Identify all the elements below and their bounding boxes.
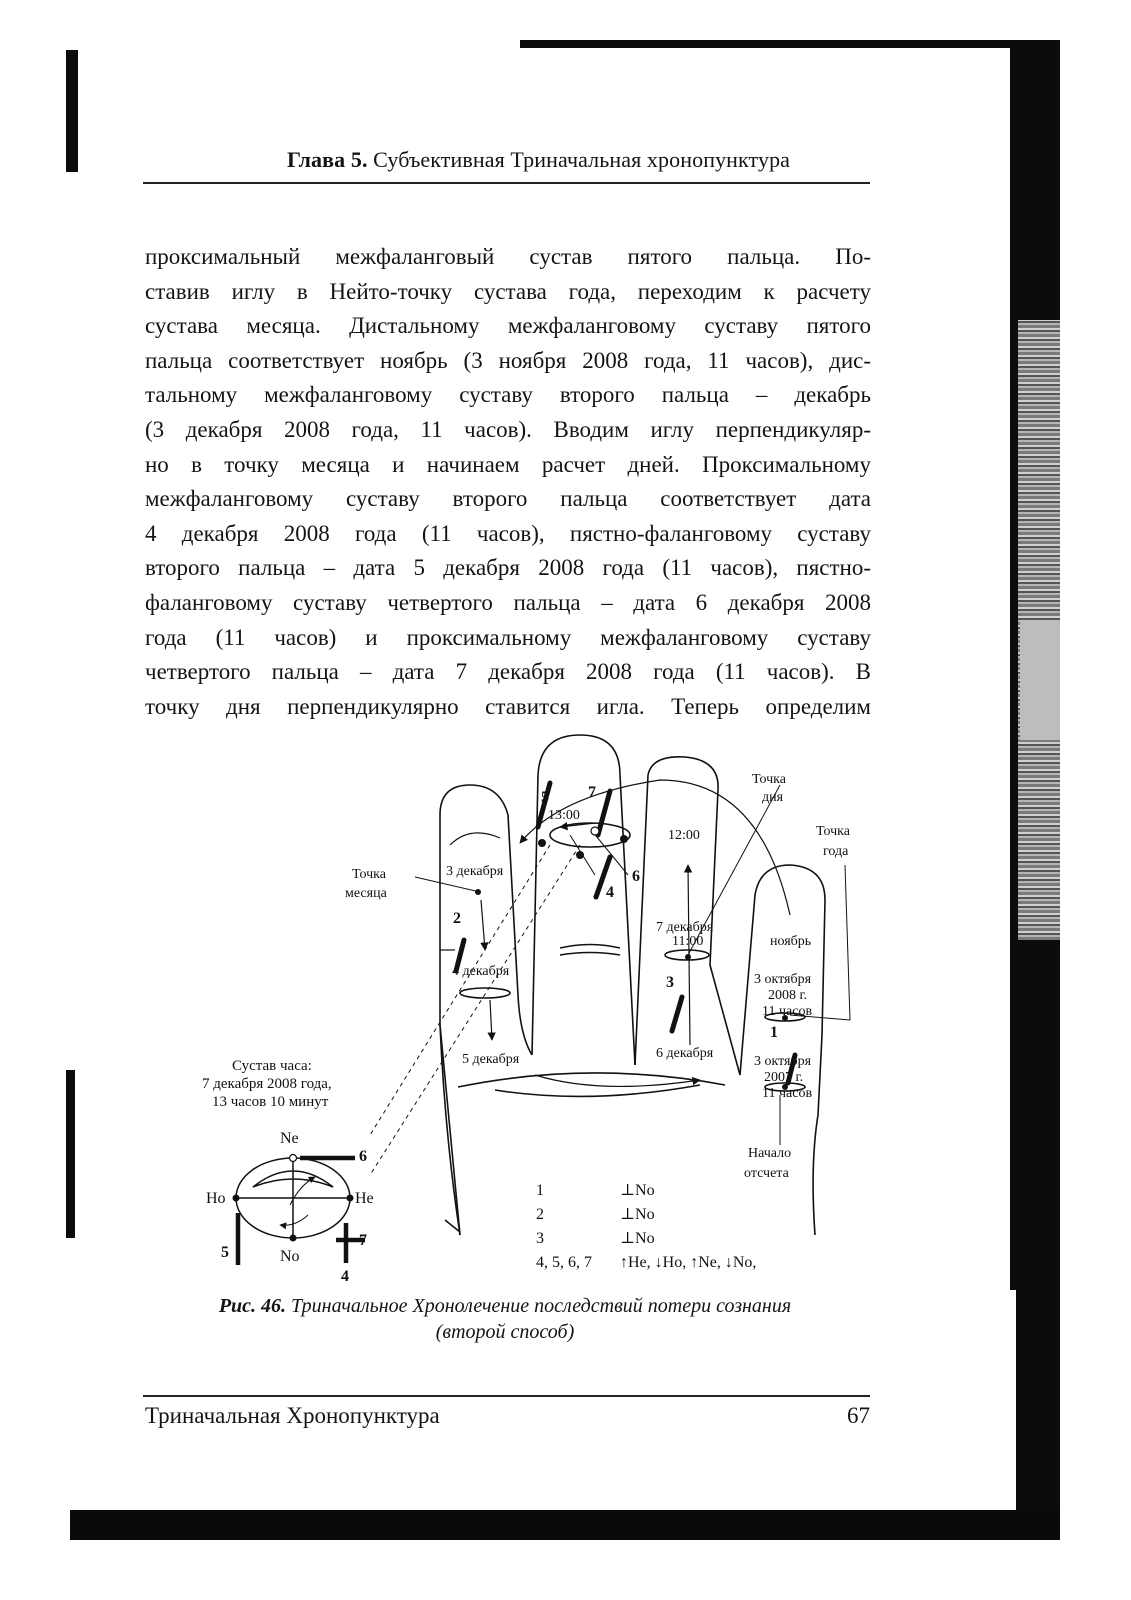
header-rule bbox=[143, 182, 870, 184]
scan-edge-top bbox=[520, 40, 1060, 48]
schem-num-6: 6 bbox=[359, 1148, 367, 1165]
schem-num-5: 5 bbox=[221, 1244, 229, 1261]
body-paragraph bbox=[145, 240, 871, 724]
text-line: тальному межфаланговому суставу второго пальца – декабрь bbox=[145, 382, 871, 408]
needle-num-5: 5 bbox=[541, 789, 549, 806]
legend-num: 1 bbox=[536, 1182, 544, 1199]
label-nachalo-2: отсчета bbox=[744, 1166, 789, 1181]
text-line: 4 декабря 2008 года (11 часов), пястно-фаланговому суставу bbox=[145, 520, 871, 546]
needle-marks bbox=[456, 783, 795, 1083]
text-line: проксимальный межфаланговый сустав пятого пальца. По- bbox=[145, 244, 871, 269]
label-oct2007-1: 3 октября bbox=[754, 1054, 812, 1069]
label-time-1100: 11:00 bbox=[672, 934, 704, 949]
scan-mark-left-top bbox=[66, 50, 78, 172]
label-time-1300: 13:00 bbox=[548, 808, 580, 823]
scan-edge-gap bbox=[1008, 1290, 1016, 1510]
text-line: (3 декабря 2008 года, 11 часов). Вводим иглу перпендикуляр- bbox=[145, 416, 871, 442]
chapter-title: Субъективная Триначальная хронопунктура bbox=[373, 147, 791, 172]
sustav-chasa-1: Сустав часа: bbox=[232, 1058, 312, 1074]
needle-legend bbox=[536, 1182, 756, 1271]
running-header bbox=[287, 147, 867, 173]
needle-num-2: 2 bbox=[453, 910, 461, 927]
text-line: ставив иглу в Нейто-точку сустава года, переходим к расчету bbox=[145, 278, 871, 304]
label-oct2007-3: 11 часов bbox=[762, 1086, 813, 1101]
needle-num-3: 3 bbox=[666, 974, 674, 991]
schem-num-7: 7 bbox=[359, 1232, 367, 1249]
label-oct2008-2: 2008 г. bbox=[768, 988, 808, 1003]
legend-value: ↑He, ↓Ho, ↑Ne, ↓No, bbox=[620, 1254, 757, 1271]
caption-text: Триначальное Хронолечение последствий потери сознания bbox=[291, 1295, 792, 1317]
hour-joint-schematic bbox=[236, 1158, 350, 1238]
text-line: четвертого пальца – дата 7 декабря 2008 года (11 часов). В bbox=[145, 659, 871, 685]
hand-diagram-figure bbox=[140, 735, 870, 1290]
figure-caption bbox=[140, 1293, 870, 1345]
label-november: ноябрь bbox=[770, 934, 812, 949]
label-tochka-dnya-1: Точка bbox=[752, 772, 786, 787]
needle-num-4: 4 bbox=[606, 884, 614, 901]
label-dec4: 4 декабря bbox=[452, 964, 510, 979]
text-line: второго пальца – дата 5 декабря 2008 года (11 часов), пястно- bbox=[145, 555, 871, 581]
label-oct2008-3: 11 часов bbox=[762, 1004, 813, 1019]
label-oct2008-1: 3 октября bbox=[754, 972, 812, 987]
text-line: пальца соответствует ноябрь (3 ноября 2008 года, 11 часов), дис- bbox=[145, 347, 871, 373]
legend-num: 4, 5, 6, 7 bbox=[536, 1254, 592, 1271]
scan-edge-bottom bbox=[70, 1510, 1060, 1540]
legend-num: 2 bbox=[536, 1206, 544, 1223]
chapter-number: Глава 5. bbox=[287, 147, 368, 172]
hand-diagram bbox=[140, 735, 870, 1290]
footer-book-title: Триначальная Хронопунктура bbox=[145, 1403, 440, 1428]
scan-edge-noise-light bbox=[1020, 620, 1060, 740]
text-line: но в точку месяца и начинаем расчет дней. Проксимальному bbox=[145, 451, 871, 477]
text-line: сустава месяца. Дистальному межфаланговому суставу пятого bbox=[145, 313, 871, 339]
text-line: точку дня перпендикулярно ставится игла. Теперь определим bbox=[145, 693, 871, 719]
sustav-chasa-3: 13 часов 10 минут bbox=[212, 1094, 329, 1110]
scan-mark-left-bottom bbox=[66, 1070, 75, 1238]
footer-rule bbox=[143, 1395, 870, 1397]
legend-value: ⊥No bbox=[620, 1182, 655, 1199]
label-tochka-mesyatsa-2: месяца bbox=[345, 886, 387, 901]
label-Ne: Ne bbox=[280, 1130, 299, 1147]
label-tochka-dnya-2: дня bbox=[762, 790, 784, 805]
label-tochka-goda-1: Точка bbox=[816, 824, 850, 839]
legend-value: ⊥No bbox=[620, 1206, 655, 1223]
label-tochka-goda-2: года bbox=[823, 844, 849, 859]
text-line: года (11 часов) и проксимальному межфаланговому суставу bbox=[145, 624, 871, 650]
needle-num-1: 1 bbox=[770, 1024, 778, 1041]
page-number: 67 bbox=[847, 1403, 870, 1428]
label-time-1200: 12:00 bbox=[668, 828, 700, 843]
label-He: He bbox=[355, 1190, 374, 1207]
caption-subtext: (второй способ) bbox=[435, 1321, 575, 1343]
label-dec7: 7 декабря bbox=[656, 920, 714, 935]
label-oct2007-2: 2007 г. bbox=[764, 1070, 804, 1085]
caption-label: Рис. 46. bbox=[218, 1295, 287, 1317]
needle-num-7: 7 bbox=[588, 784, 596, 801]
label-dec5: 5 декабря bbox=[462, 1052, 520, 1067]
label-nachalo-1: Начало bbox=[748, 1146, 792, 1161]
needle-num-6: 6 bbox=[632, 868, 640, 885]
label-dec3: 3 декабря bbox=[446, 864, 504, 879]
legend-num: 3 bbox=[536, 1230, 544, 1247]
label-dec6: 6 декабря bbox=[656, 1046, 714, 1061]
label-tochka-mesyatsa-1: Точка bbox=[352, 867, 386, 882]
sustav-chasa-2: 7 декабря 2008 года, bbox=[202, 1076, 332, 1092]
label-Ho: Ho bbox=[206, 1190, 226, 1207]
schem-num-4: 4 bbox=[341, 1268, 349, 1285]
legend-value: ⊥No bbox=[620, 1230, 655, 1247]
label-No: No bbox=[280, 1248, 300, 1265]
text-line: межфаланговому суставу второго пальца соответствует дата bbox=[145, 486, 871, 512]
text-line: фаланговому суставу четвертого пальца – дата 6 декабря 2008 bbox=[145, 589, 871, 615]
